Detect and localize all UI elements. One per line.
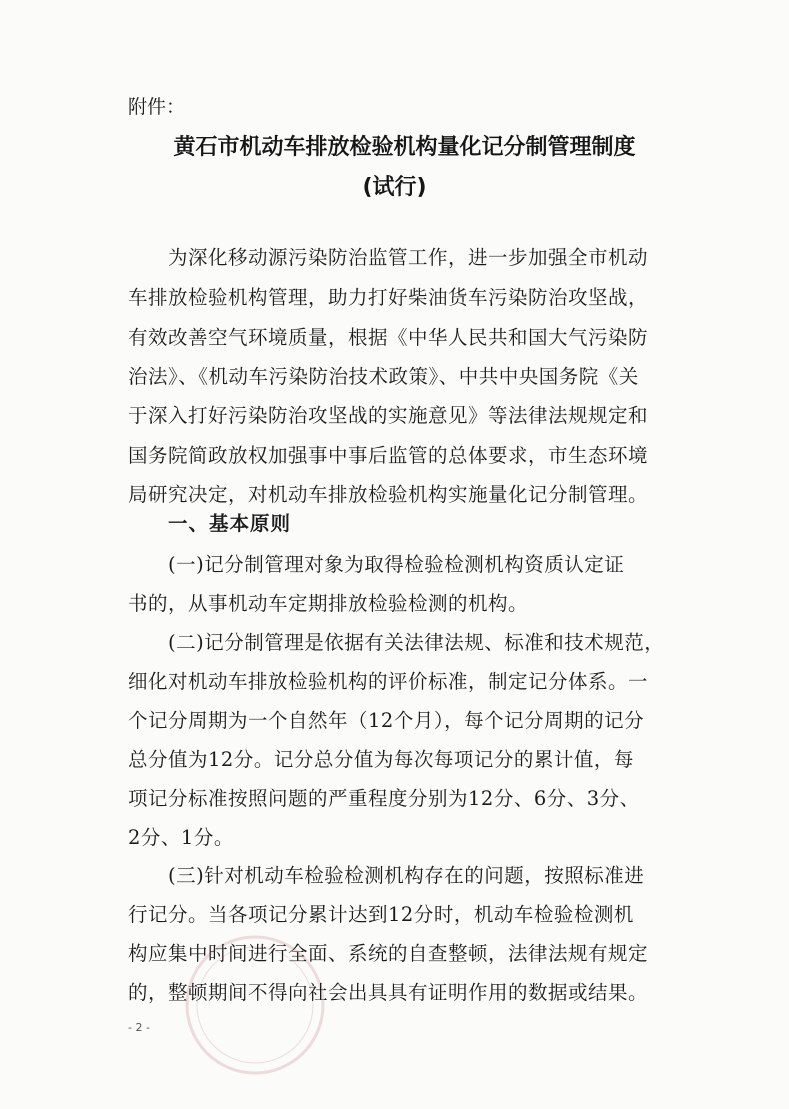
item2-line: (二)记分制管理是依据有关法律法规、标准和技术规范， <box>168 631 665 654</box>
page-number: - 2 - <box>128 1021 150 1034</box>
item2-line: 个记分周期为一个自然年（12个月），每个记分周期的记分 <box>128 709 645 732</box>
intro-line: 为深化移动源污染防治监管工作，进一步加强全市机动 <box>168 246 649 269</box>
item2-line: 2分、1分。 <box>128 826 234 849</box>
item3-line: (三)针对机动车检验检测机构存在的问题，按照标准进 <box>168 864 645 887</box>
item2-line: 细化对机动车排放检验机构的评价标准，制定记分体系。一 <box>128 670 649 693</box>
intro-line: 有效改善空气环境质量，根据《中华人民共和国大气污染防 <box>128 326 649 349</box>
document-title-suffix: (试行) <box>362 175 427 200</box>
item3-line: 的，整顿期间不得向社会出具具有证明作用的数据或结果。 <box>128 981 649 1004</box>
item2-line: 项记分标准按照问题的严重程度分别为12分、6分、3分、 <box>128 787 640 810</box>
item1-line: (一)记分制管理对象为取得检验检测机构资质认定证 <box>168 553 625 576</box>
intro-line: 国务院简政放权加强事中事后监管的总体要求，市生态环境 <box>128 444 649 467</box>
section-heading: 一、基本原则 <box>168 512 292 535</box>
intro-line: 车排放检验机构管理，助力打好柴油货车污染防治攻坚战， <box>128 286 649 309</box>
intro-line: 治法》、《机动车污染防治技术政策》、中共中央国务院《关 <box>128 365 639 388</box>
item2-line: 总分值为12分。记分总分值为每次每项记分的累计值，每 <box>128 748 634 771</box>
document-title: 黄石市机动车排放检验机构量化记分制管理制度 <box>173 135 636 160</box>
item1-line: 书的，从事机动车定期排放检验检测的机构。 <box>128 592 529 615</box>
item3-line: 行记分。当各项记分累计达到12分时，机动车检验检测机 <box>128 903 634 926</box>
intro-line: 于深入打好污染防治攻坚战的实施意见》等法律法规规定和 <box>128 404 649 427</box>
attachment-label: 附件： <box>128 96 186 118</box>
intro-line: 局研究决定，对机动车排放检验机构实施量化记分制管理。 <box>128 483 649 506</box>
item3-line: 构应集中时间进行全面、系统的自查整顿，法律法规有规定 <box>128 942 649 965</box>
